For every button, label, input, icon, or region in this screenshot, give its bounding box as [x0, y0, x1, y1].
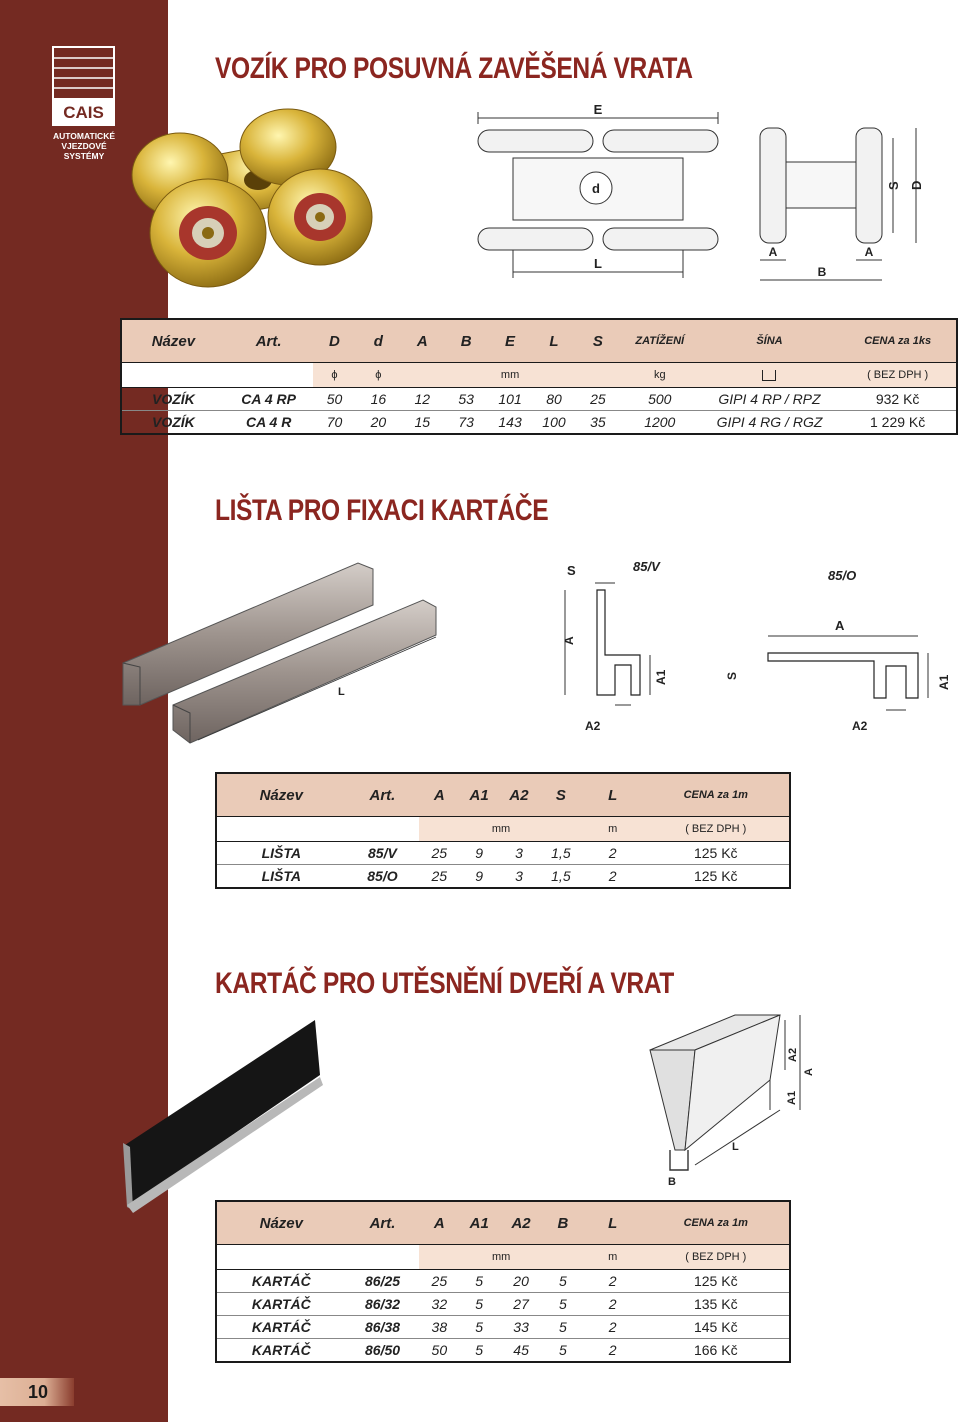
- col-header: E: [488, 319, 532, 363]
- dim-L: L: [338, 686, 345, 698]
- dim-A1: A1: [937, 674, 951, 690]
- dim-A-left: A: [768, 245, 778, 259]
- tagline-line: AUTOMATICKÉ: [52, 131, 115, 141]
- profile-85o-title: 85/O: [828, 568, 857, 583]
- col-header: L: [583, 1201, 643, 1245]
- trolley-photo: [120, 105, 380, 290]
- col-header: A1: [459, 773, 499, 817]
- brush-photo: [115, 1015, 330, 1215]
- col-header: B: [543, 1201, 583, 1245]
- col-header: S: [539, 773, 583, 817]
- dim-A2: A2: [585, 719, 601, 733]
- dim-A-right: A: [864, 245, 874, 259]
- dim-A1: A1: [786, 1090, 798, 1105]
- col-header: A: [419, 1201, 459, 1245]
- unit-cell: ϕ: [356, 363, 400, 388]
- page-number-tab: [0, 1378, 74, 1406]
- rail-profile-icon: [762, 370, 776, 381]
- unit-cell: ( BEZ DPH ): [839, 363, 957, 388]
- unit-cell: ( BEZ DPH ): [643, 817, 790, 842]
- unit-cell: mm: [400, 363, 620, 388]
- dim-S: S: [886, 181, 901, 190]
- table-row: KARTÁČ 86/25 25 5 20 5 2 125 Kč: [216, 1270, 790, 1293]
- col-header: Art.: [225, 319, 313, 363]
- unit-cell: m: [583, 817, 643, 842]
- col-header: Art.: [346, 1201, 420, 1245]
- tagline-line: VJEZDOVÉ: [61, 141, 107, 151]
- col-header: A2: [499, 1201, 543, 1245]
- section-title: VOZÍK PRO POSUVNÁ ZAVĚŠENÁ VRATA: [215, 52, 693, 85]
- col-header: A: [419, 773, 459, 817]
- tagline-line: SYSTÉMY: [63, 151, 105, 161]
- unit-cell: m: [583, 1245, 643, 1270]
- dim-E: E: [593, 102, 603, 117]
- cais-logo: [52, 46, 115, 126]
- col-header: B: [444, 319, 488, 363]
- profile-85o-diagram: [700, 558, 955, 738]
- table-header-row: [121, 319, 957, 363]
- dim-A: A: [562, 636, 576, 645]
- col-header: A: [400, 319, 444, 363]
- trolley-table: [120, 318, 958, 435]
- dim-B: B: [817, 265, 827, 279]
- table-row: LIŠTA 85/O 25 9 3 1,5 2 125 Kč: [261, 868, 738, 884]
- dim-A: A: [803, 1068, 815, 1076]
- col-header: L: [532, 319, 576, 363]
- table-units-row: [121, 363, 957, 388]
- brush-diagram: [640, 1010, 820, 1190]
- col-header: Název: [121, 319, 225, 363]
- table-units-row: [216, 1245, 790, 1270]
- unit-cell: [700, 363, 840, 388]
- col-header: Název: [216, 1201, 346, 1245]
- col-header: Art.: [346, 773, 420, 817]
- unit-cell: mm: [419, 817, 583, 842]
- table-row: VOZÍK CA 4 R 70 20 15 73 143 100 35 1200 GIPI 4 RG / RGZ 1 229 Kč: [151, 414, 926, 430]
- brush-table: [215, 1200, 791, 1363]
- profile-85v-diagram: [545, 555, 685, 740]
- section-title: KARTÁČ PRO UTĚSNĚNÍ DVEŘÍ A VRAT: [215, 967, 674, 1000]
- dim-A: A: [835, 618, 845, 633]
- col-header: CENA za 1m: [643, 1201, 790, 1245]
- col-header: Název: [216, 773, 346, 817]
- unit-cell: mm: [419, 1245, 582, 1270]
- profile-table: [215, 772, 791, 889]
- section-title: LIŠTA PRO FIXACI KARTÁČE: [215, 494, 549, 527]
- profile-rails-photo: [118, 555, 448, 750]
- col-header: d: [356, 319, 400, 363]
- table-row: KARTÁČ 86/38 38 5 33 5 2 145 Kč: [216, 1316, 790, 1339]
- unit-cell: ϕ: [313, 363, 357, 388]
- unit-cell: kg: [620, 363, 700, 388]
- dim-A2: A2: [852, 719, 868, 733]
- col-header: CENA za 1m: [643, 773, 790, 817]
- dim-L: L: [732, 1141, 739, 1153]
- table-row: LIŠTA 85/V 25 9 3 1,5 2 125 Kč: [216, 842, 790, 865]
- logo-wordmark: CAIS: [63, 103, 104, 122]
- page-number: 10: [28, 1382, 49, 1402]
- dim-d: d: [592, 181, 600, 196]
- col-header: ŠÍNA: [700, 319, 840, 363]
- dim-S: S: [567, 563, 576, 578]
- dim-S: S: [725, 671, 739, 680]
- table-units-row: [216, 817, 790, 842]
- dim-A1: A1: [654, 669, 668, 685]
- table-header-row: [216, 773, 790, 817]
- col-header: A1: [459, 1201, 499, 1245]
- col-header: D: [313, 319, 357, 363]
- table-header-row: [216, 1201, 790, 1245]
- dim-L: L: [594, 256, 602, 271]
- col-header: ZATÍŽENÍ: [620, 319, 700, 363]
- unit-cell: ( BEZ DPH ): [643, 1245, 790, 1270]
- dim-B: B: [668, 1176, 676, 1188]
- col-header: A2: [499, 773, 539, 817]
- col-header: CENA za 1ks: [839, 319, 957, 363]
- dim-A2: A2: [787, 1047, 799, 1062]
- table-row: KARTÁČ 86/32 32 5 27 5 2 135 Kč: [216, 1293, 790, 1316]
- dim-D: D: [909, 180, 924, 190]
- logo-tagline: [40, 131, 128, 161]
- table-row: KARTÁČ 86/50 50 5 45 5 2 166 Kč: [251, 1342, 738, 1358]
- table-row: VOZÍK CA 4 RP 50 16 12 53 101 80 25 500 GIPI 4 RP / RPZ 932 Kč: [121, 388, 957, 411]
- col-header: L: [583, 773, 643, 817]
- trolley-side-diagram: [748, 120, 928, 285]
- trolley-front-diagram: [468, 100, 728, 285]
- col-header: S: [576, 319, 620, 363]
- profile-85v-title: 85/V: [633, 559, 660, 574]
